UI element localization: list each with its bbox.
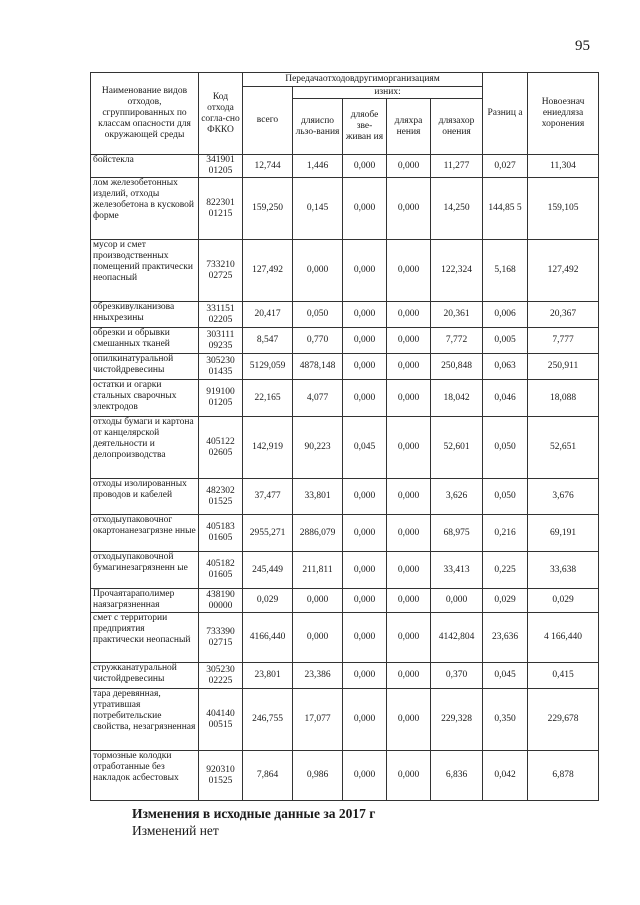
difference-cell: 0,063 (483, 354, 528, 380)
neutralize-cell: 0,000 (343, 178, 387, 240)
neutralize-cell: 0,000 (343, 240, 387, 302)
col-header-name: Наименование видов отходов, сгруппированных по классам опасности для окружающей среды (91, 73, 199, 155)
difference-cell: 5,168 (483, 240, 528, 302)
table-row (91, 589, 599, 613)
storage-cell: 0,000 (387, 302, 431, 328)
use-cell: 0,145 (293, 178, 343, 240)
burial-cell: 0,000 (431, 589, 483, 613)
neutralize-cell: 0,000 (343, 751, 387, 801)
waste-name-cell: тара деревянная, утратившая потребительские свойства, незагрязненная (91, 689, 199, 751)
fkko-code-cell: 405182 01605 (199, 552, 243, 589)
new-burial-cell: 127,492 (528, 240, 599, 302)
table-row (91, 380, 599, 417)
storage-cell: 0,000 (387, 589, 431, 613)
table-row (91, 328, 599, 354)
table-row (91, 479, 599, 515)
waste-name-cell: мусор и смет производственных помещений практически неопасный (91, 240, 199, 302)
neutralize-cell: 0,000 (343, 552, 387, 589)
use-cell: 33,801 (293, 479, 343, 515)
total-cell: 246,755 (243, 689, 293, 751)
burial-cell: 122,324 (431, 240, 483, 302)
table-row (91, 515, 599, 552)
col-header-total: всего (243, 87, 293, 155)
waste-name-cell: отходы бумаги и картона от канцелярской деятельности и делопроизводства (91, 417, 199, 479)
neutralize-cell: 0,000 (343, 302, 387, 328)
burial-cell: 18,042 (431, 380, 483, 417)
use-cell: 0,000 (293, 240, 343, 302)
use-cell: 17,077 (293, 689, 343, 751)
waste-name-cell: бойстекла (91, 155, 199, 178)
difference-cell: 144,85 5 (483, 178, 528, 240)
storage-cell: 0,000 (387, 417, 431, 479)
difference-cell: 0,005 (483, 328, 528, 354)
total-cell: 20,417 (243, 302, 293, 328)
storage-cell: 0,000 (387, 240, 431, 302)
new-burial-cell: 4 166,440 (528, 613, 599, 663)
total-cell: 4166,440 (243, 613, 293, 663)
use-cell: 0,000 (293, 613, 343, 663)
total-cell: 7,864 (243, 751, 293, 801)
new-burial-cell: 18,088 (528, 380, 599, 417)
fkko-code-cell: 331151 02205 (199, 302, 243, 328)
table-row (91, 178, 599, 240)
neutralize-cell: 0,000 (343, 689, 387, 751)
storage-cell: 0,000 (387, 689, 431, 751)
changes-caption: Изменения в исходные данные за 2017 г (132, 806, 376, 821)
new-burial-cell: 0,415 (528, 663, 599, 689)
storage-cell: 0,000 (387, 155, 431, 178)
fkko-code-cell: 920310 01525 (199, 751, 243, 801)
col-header-neutralize: дляобе зве-живан ия (343, 99, 387, 155)
difference-cell: 0,050 (483, 479, 528, 515)
new-burial-cell: 20,367 (528, 302, 599, 328)
neutralize-cell: 0,000 (343, 328, 387, 354)
use-cell: 0,986 (293, 751, 343, 801)
table-row (91, 613, 599, 663)
new-burial-cell: 69,191 (528, 515, 599, 552)
storage-cell: 0,000 (387, 479, 431, 515)
changes-note: Изменений нет (132, 823, 219, 838)
neutralize-cell: 0,000 (343, 515, 387, 552)
fkko-code-cell: 438190 00000 (199, 589, 243, 613)
difference-cell: 0,006 (483, 302, 528, 328)
col-header-new-burial: Новоезнач ениедляза хоронения (528, 73, 599, 155)
new-burial-cell: 250,911 (528, 354, 599, 380)
storage-cell: 0,000 (387, 613, 431, 663)
table-row (91, 354, 599, 380)
waste-name-cell: обрезкивулканизова нныхрезины (91, 302, 199, 328)
table-row (91, 552, 599, 589)
use-cell: 4,077 (293, 380, 343, 417)
total-cell: 159,250 (243, 178, 293, 240)
table-row (91, 302, 599, 328)
total-cell: 23,801 (243, 663, 293, 689)
burial-cell: 6,836 (431, 751, 483, 801)
burial-cell: 14,250 (431, 178, 483, 240)
total-cell: 245,449 (243, 552, 293, 589)
difference-cell: 0,225 (483, 552, 528, 589)
storage-cell: 0,000 (387, 515, 431, 552)
col-header-burial: длязахор онения (431, 99, 483, 155)
waste-name-cell: остатки и огарки стальных сварочных электродов (91, 380, 199, 417)
new-burial-cell: 159,105 (528, 178, 599, 240)
neutralize-cell: 0,000 (343, 479, 387, 515)
new-burial-cell: 0,029 (528, 589, 599, 613)
waste-name-cell: обрезки и обрывки смешанных тканей (91, 328, 199, 354)
total-cell: 5129,059 (243, 354, 293, 380)
burial-cell: 20,361 (431, 302, 483, 328)
fkko-code-cell: 733390 02715 (199, 613, 243, 663)
difference-cell: 0,042 (483, 751, 528, 801)
table-row (91, 689, 599, 751)
waste-name-cell: опилкинатуральной чистойдревесины (91, 354, 199, 380)
table-row (91, 751, 599, 801)
table-row (91, 417, 599, 479)
burial-cell: 11,277 (431, 155, 483, 178)
fkko-code-cell: 305230 02225 (199, 663, 243, 689)
burial-cell: 250,848 (431, 354, 483, 380)
neutralize-cell: 0,000 (343, 354, 387, 380)
burial-cell: 52,601 (431, 417, 483, 479)
fkko-code-cell: 405122 02605 (199, 417, 243, 479)
storage-cell: 0,000 (387, 178, 431, 240)
waste-name-cell: смет с территории предприятия практически неопасный (91, 613, 199, 663)
storage-cell: 0,000 (387, 380, 431, 417)
neutralize-cell: 0,000 (343, 380, 387, 417)
waste-name-cell: отходыупаковочног окартонанезагрязне нные (91, 515, 199, 552)
use-cell: 0,050 (293, 302, 343, 328)
fkko-code-cell: 404140 00515 (199, 689, 243, 751)
new-burial-cell: 33,638 (528, 552, 599, 589)
difference-cell: 0,216 (483, 515, 528, 552)
table-row (91, 240, 599, 302)
waste-name-cell: стружканатуральной чистойдревесины (91, 663, 199, 689)
col-header-storage: дляхра нения (387, 99, 431, 155)
storage-cell: 0,000 (387, 552, 431, 589)
burial-cell: 7,772 (431, 328, 483, 354)
use-cell: 2886,079 (293, 515, 343, 552)
new-burial-cell: 11,304 (528, 155, 599, 178)
difference-cell: 0,029 (483, 589, 528, 613)
fkko-code-cell: 305230 01435 (199, 354, 243, 380)
burial-cell: 0,370 (431, 663, 483, 689)
fkko-code-cell: 822301 01215 (199, 178, 243, 240)
waste-table-body (91, 155, 599, 801)
new-burial-cell: 3,676 (528, 479, 599, 515)
page-number: 95 (575, 38, 590, 54)
total-cell: 142,919 (243, 417, 293, 479)
new-burial-cell: 7,777 (528, 328, 599, 354)
burial-cell: 33,413 (431, 552, 483, 589)
col-header-code: Код отхода согла-сно ФККО (199, 73, 243, 155)
neutralize-cell: 0,000 (343, 155, 387, 178)
burial-cell: 4142,804 (431, 613, 483, 663)
storage-cell: 0,000 (387, 354, 431, 380)
use-cell: 23,386 (293, 663, 343, 689)
total-cell: 127,492 (243, 240, 293, 302)
new-burial-cell: 229,678 (528, 689, 599, 751)
storage-cell: 0,000 (387, 663, 431, 689)
total-cell: 12,744 (243, 155, 293, 178)
difference-cell: 0,046 (483, 380, 528, 417)
new-burial-cell: 6,878 (528, 751, 599, 801)
total-cell: 8,547 (243, 328, 293, 354)
neutralize-cell: 0,045 (343, 417, 387, 479)
waste-name-cell: Прочаятараполимер наязагрязненная (91, 589, 199, 613)
total-cell: 2955,271 (243, 515, 293, 552)
use-cell: 1,446 (293, 155, 343, 178)
total-cell: 0,029 (243, 589, 293, 613)
fkko-code-cell: 303111 09235 (199, 328, 243, 354)
total-cell: 22,165 (243, 380, 293, 417)
burial-cell: 68,975 (431, 515, 483, 552)
table-row (91, 663, 599, 689)
total-cell: 37,477 (243, 479, 293, 515)
use-cell: 0,770 (293, 328, 343, 354)
col-header-transfer: Передачаотходовдругиморганизациям (243, 73, 483, 87)
waste-name-cell: лом железобетонных изделий, отходы железобетона в кусковой форме (91, 178, 199, 240)
waste-name-cell: тормозные колодки отработанные без накладок асбестовых (91, 751, 199, 801)
waste-name-cell: отходы изолированных проводов и кабелей (91, 479, 199, 515)
difference-cell: 0,050 (483, 417, 528, 479)
use-cell: 4878,148 (293, 354, 343, 380)
difference-cell: 23,636 (483, 613, 528, 663)
burial-cell: 229,328 (431, 689, 483, 751)
use-cell: 90,223 (293, 417, 343, 479)
waste-name-cell: отходыупаковочной бумагинезагрязненн ые (91, 552, 199, 589)
col-header-difference: Разниц а (483, 73, 528, 155)
new-burial-cell: 52,651 (528, 417, 599, 479)
difference-cell: 0,350 (483, 689, 528, 751)
storage-cell: 0,000 (387, 751, 431, 801)
use-cell: 211,811 (293, 552, 343, 589)
fkko-code-cell: 482302 01525 (199, 479, 243, 515)
use-cell: 0,000 (293, 589, 343, 613)
difference-cell: 0,045 (483, 663, 528, 689)
fkko-code-cell: 405183 01605 (199, 515, 243, 552)
col-header-use: дляиспо льзо-вания (293, 99, 343, 155)
burial-cell: 3,626 (431, 479, 483, 515)
storage-cell: 0,000 (387, 328, 431, 354)
difference-cell: 0,027 (483, 155, 528, 178)
fkko-code-cell: 733210 02725 (199, 240, 243, 302)
neutralize-cell: 0,000 (343, 589, 387, 613)
fkko-code-cell: 341901 01205 (199, 155, 243, 178)
col-header-of-them: изних: (293, 87, 483, 99)
table-row (91, 155, 599, 178)
fkko-code-cell: 919100 01205 (199, 380, 243, 417)
neutralize-cell: 0,000 (343, 613, 387, 663)
waste-table (90, 72, 599, 801)
neutralize-cell: 0,000 (343, 663, 387, 689)
